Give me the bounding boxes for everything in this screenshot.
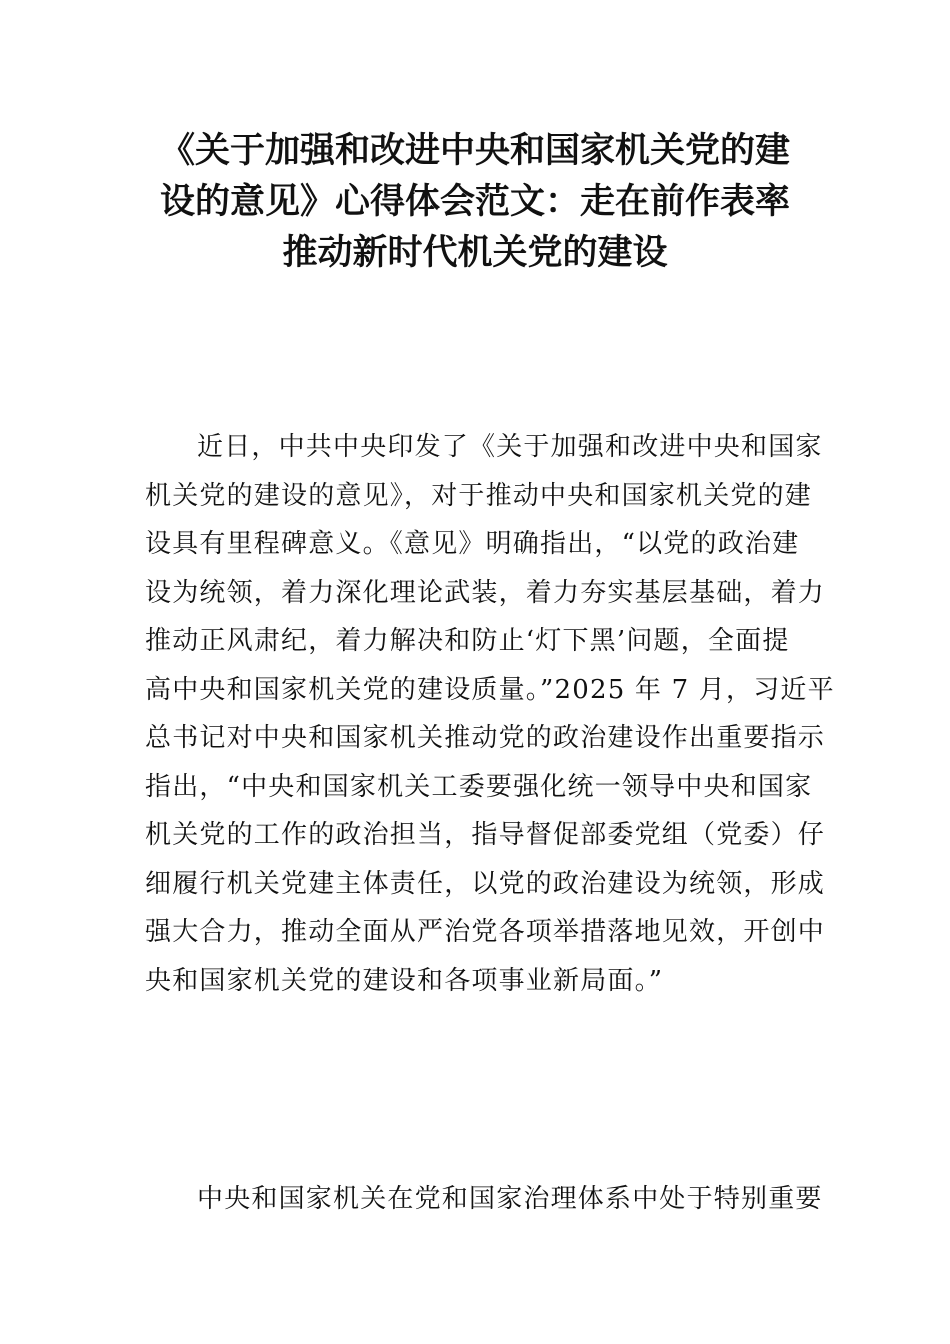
paragraph-1: [145, 423, 835, 1005]
paragraph-line: 推动正风肃纪，着力解决和防止‘灯下黑’问题，全面提: [145, 626, 790, 656]
paragraph-line: 高中央和国家机关党的建设质量。”2025 年 7 月，习近平: [145, 674, 835, 705]
paragraph-line: 设具有里程碑意义。《意见》明确指出，“以党的政治建: [145, 529, 800, 559]
paragraph-line: 机关党的工作的政治担当，指导督促部委党组（党委）仔: [145, 820, 826, 850]
title-line-2: 设的意见》心得体会范文：走在前作表率: [159, 182, 790, 222]
paragraph-2: [145, 1175, 823, 1224]
paragraph-line: 近日，中共中央印发了《关于加强和改进中央和国家: [197, 432, 823, 462]
paragraph-line: 指出，“中央和国家机关工委要强化统一领导中央和国家: [145, 771, 813, 802]
paragraph-line: 总书记对中央和国家机关推动党的政治建设作出重要指示: [145, 723, 826, 753]
title-line-3: 推动新时代机关党的建设: [282, 233, 668, 273]
paragraph-line: 机关党的建设的意见》，对于推动中央和国家机关党的建: [145, 480, 813, 511]
paragraph-line: 设为统领，着力深化理论武装，着力夯实基层基础，着力: [145, 577, 826, 608]
document-title: [140, 126, 810, 279]
paragraph-line: 央和国家机关党的建设和各项事业新局面。”: [145, 965, 664, 996]
paragraph-line: 细履行机关党建主体责任，以党的政治建设为统领，形成: [145, 868, 826, 899]
paragraph-line: 中央和国家机关在党和国家治理体系中处于特别重要: [197, 1184, 823, 1214]
paragraph-line: 强大合力，推动全面从严治党各项举措落地见效，开创中: [145, 917, 826, 947]
title-line-1: 《关于加强和改进中央和国家机关党的建: [159, 131, 790, 171]
